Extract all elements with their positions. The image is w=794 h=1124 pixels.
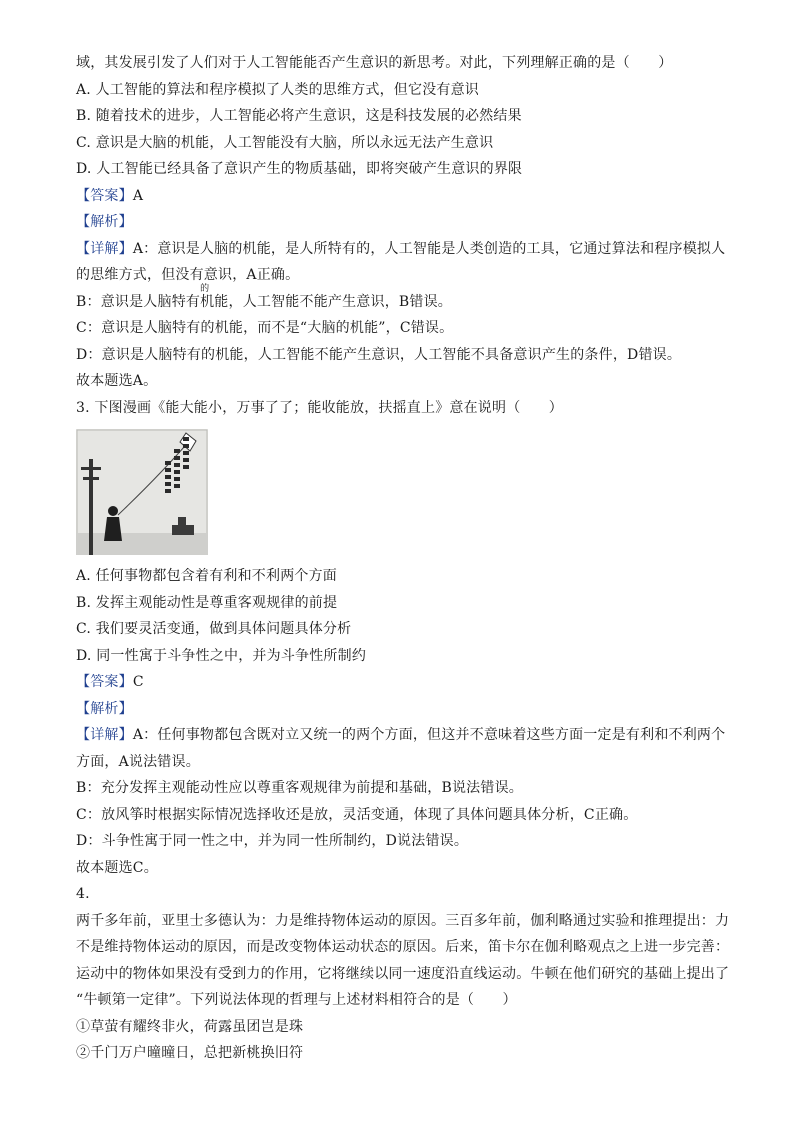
question-3-answer [76,669,726,696]
question-2-option-c: C. 意识是大脑的机能，人工智能没有大脑，所以永远无法产生意识 [76,134,494,151]
detail-tag: 【详解】 [76,727,133,743]
question-3-option-c: C. 我们要灵活变通，做到具体问题具体分析 [76,621,352,637]
question-2-conclusion: 故本题选A。 [76,373,158,389]
question-3-stem: 3. 下图漫画《能大能小，万事了了；能收能放，扶摇直上》意在说明（ ） [76,399,564,416]
question-3-detail-b: B：充分发挥主观能动性应以尊重客观规律为前提和基础，B说法错误。 [76,780,523,796]
detail-tag: 【详解】 [76,240,133,257]
question-3-detail-d: D：斗争性寓于同一性之中，并为同一性所制约，D说法错误。 [76,833,469,849]
question-4-number: 4. [76,886,90,902]
question-4-item-1: ①草萤有耀终非火，荷露虽团岂是珠 [76,1018,304,1035]
question-2-analysis-tag: 【解析】 [76,214,133,230]
question-2-detail-a-line2: 的思维方式，但没有意识，A正确。 [76,267,300,283]
question-2-detail-d: D：意识是人脑特有的机能，人工智能不能产生意识，人工智能不具备意识产生的条件，D错误。 [76,346,682,363]
question-3-conclusion: 故本题选C。 [76,859,158,876]
question-3-detail-c: C：放风筝时根据实际情况选择收还是放，灵活变通，体现了具体问题具体分析，C正确。 [76,806,638,823]
question-4-para-line3: 运动中的物体如果没有受到力的作用，它将继续以同一速度沿直线运动。牛顿在他们研究的基础上提出了 [76,965,730,982]
detail-b-pre: B：意识是人脑特有 [76,293,201,310]
answer-value: A [132,187,144,204]
question-2-option-b: B. 随着技术的进步，人工智能必将产生意识，这是科技发展的必然结果 [76,108,522,124]
detail-b-mark: 的 [200,283,210,294]
answer-tag: 【答案】 [76,187,133,204]
question-4-para-line4: “牛顿第一定律”。下列说法体现的哲理与上述材料相符合的是（ ） [76,992,517,1008]
question-3-option-a: A. 任何事物都包含着有利和不利两个方面 [76,568,338,584]
detail-text: A：意识是人脑的机能，是人所特有的，人工智能是人类创造的工具，它通过算法和程序模拟人 [132,240,726,257]
question-4-para-line2: 不是维持物体运动的原因，而是改变物体运动状态的原因。后来，笛卡尔在伽利略观点之上进一步完善： [76,939,730,955]
question-4-item-2: ②千门万户曈曈日，总把新桃换旧符 [76,1045,304,1061]
answer-value: C [132,674,144,690]
question-2-detail-c: C：意识是人脑特有的机能，而不是“大脑的机能”，C错误。 [76,320,454,336]
question-3-option-d: D. 同一性寓于斗争性之中，并为斗争性所制约 [76,647,367,664]
detail-text: A：任何事物都包含既对立又统一的两个方面，但这并不意味着这些方面一定是有利和不利两个 [132,727,726,743]
question-2-detail-a-line1 [76,236,726,263]
document-page [76,50,730,1067]
question-2-detail-b [76,283,726,316]
question-4-para-line1: 两千多年前，亚里士多德认为：力是维持物体运动的原因。三百多年前，伽利略通过实验和推理提出：力 [76,912,730,929]
question-2-option-d: D. 人工智能已经具备了意识产生的物质基础，即将突破产生意识的界限 [76,161,523,177]
answer-tag: 【答案】 [76,674,133,690]
kite-comic-image [76,429,208,555]
question-3-option-b: B. 发挥主观能动性是尊重客观规律的前提 [76,594,338,611]
question-2-answer [76,183,726,210]
question-2-option-a: A. 人工智能的算法和程序模拟了人类的思维方式，但它没有意识 [76,81,480,98]
question-2-stem-tail: 域，其发展引发了人们对于人工智能能否产生意识的新思考。对此，下列理解正确的是（ ） [76,55,673,71]
question-3-analysis-tag: 【解析】 [76,700,133,717]
question-3-detail-a-line2: 方面，A说法错误。 [76,753,200,770]
question-3-detail-a-line1 [76,722,726,749]
detail-b-post: 机能，人工智能不能产生意识，B错误。 [200,293,452,310]
